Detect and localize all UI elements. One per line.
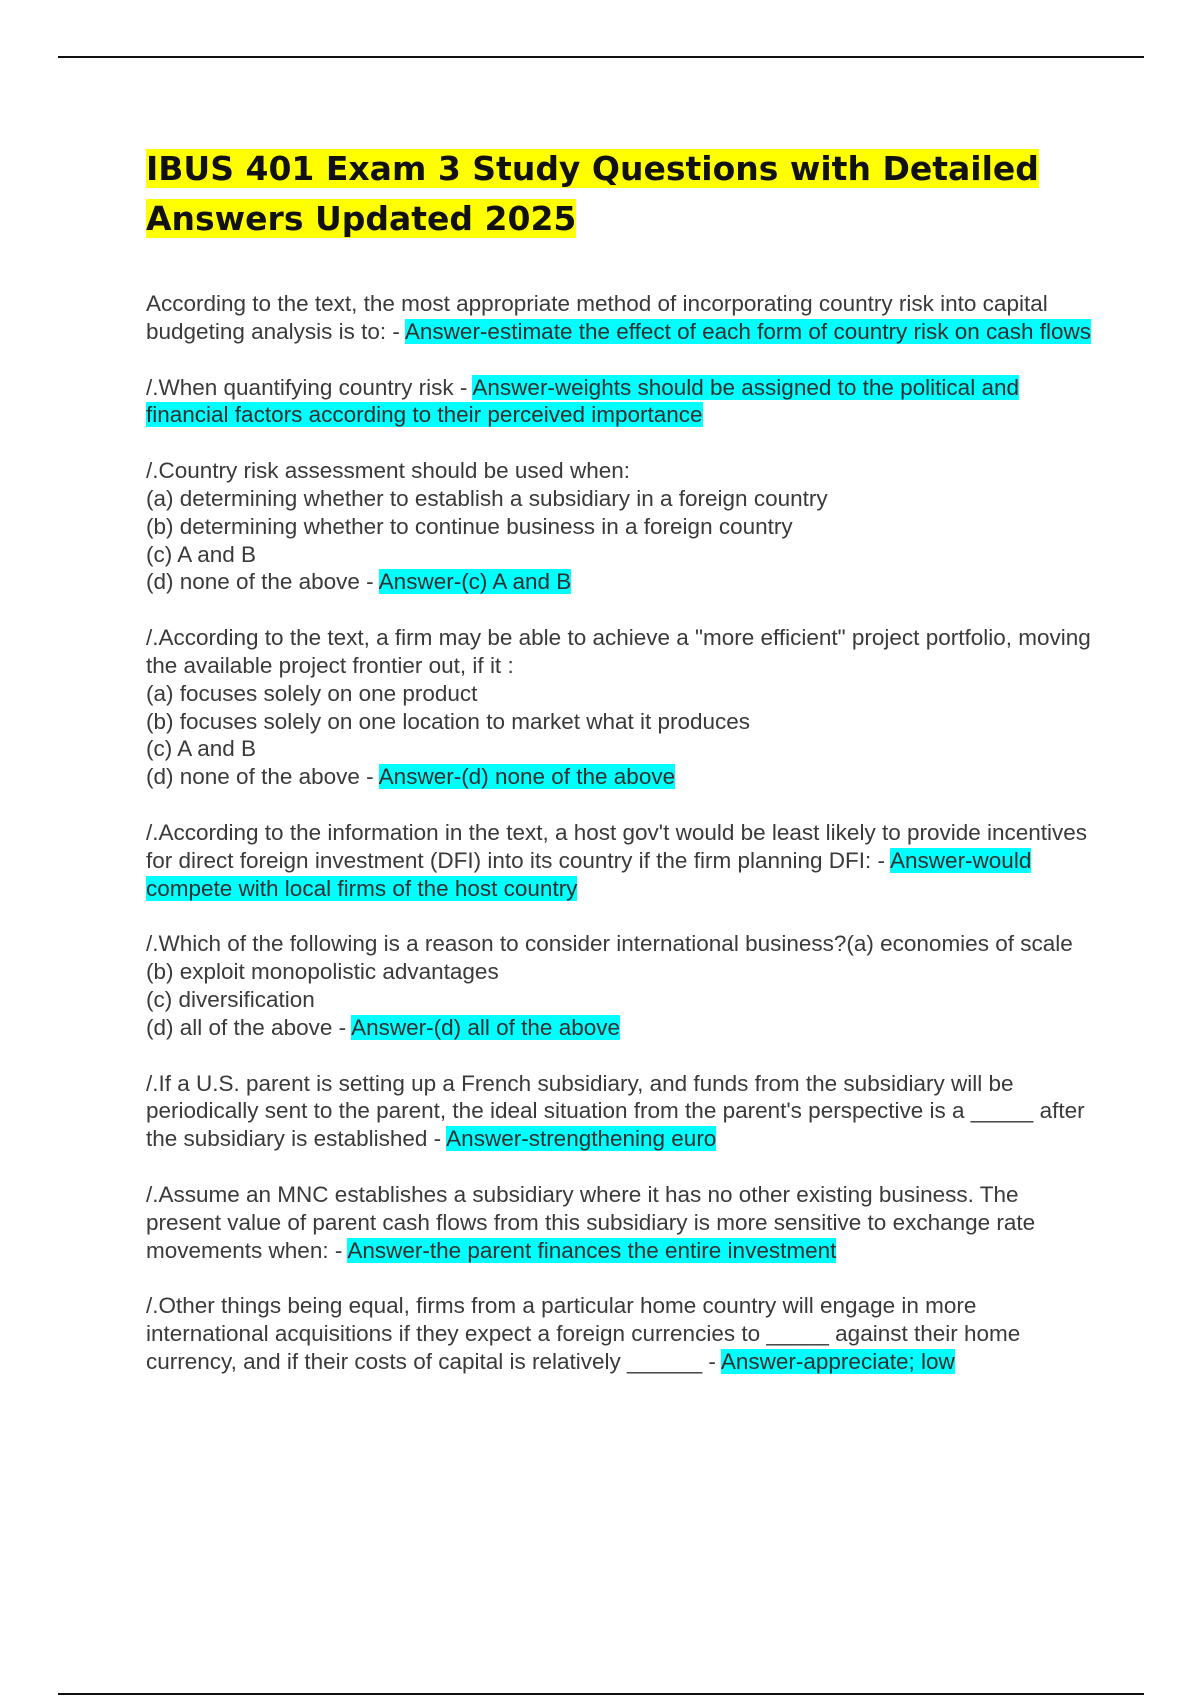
question-text: /.According to the text, a firm may be able to achieve a "more efficient" project portfolio, moving the available project frontier out, if it : xyxy=(146,625,1091,678)
question-text: /.When quantifying country risk - xyxy=(146,374,473,400)
question-text: /.According to the information in the text, a host gov't would be least likely to provide incentives for direct foreign investment (DFI) into its country if the firm planning DFI: - xyxy=(146,819,1088,873)
question-text: /.Which of the following is a reason to consider international business?(a) economies of scale xyxy=(146,931,1073,957)
question-text: According to the text, the most appropriate method of incorporating country risk into capital budgeting analysis is to: - xyxy=(146,291,1048,344)
answer-highlight: Answer-appreciate; low xyxy=(720,1348,955,1374)
top-rule xyxy=(58,56,1144,58)
option-text: (b) focuses solely on one location to market what it produces xyxy=(146,708,751,734)
option-text: (c) diversification xyxy=(146,986,315,1012)
option-line xyxy=(146,763,1096,791)
page-content xyxy=(146,144,1096,1404)
answer-highlight: Answer-the parent finances the entire investment xyxy=(347,1237,837,1263)
option-text: (d) none of the above - xyxy=(146,764,379,790)
qa-item xyxy=(146,290,1096,346)
qa-item xyxy=(146,374,1096,430)
answer-highlight: Answer-estimate the effect of each form of country risk on cash flows xyxy=(404,318,1092,344)
option-text: (a) focuses solely on one product xyxy=(146,680,478,706)
answer-highlight: Answer-would compete with local firms of the host country xyxy=(146,847,1032,901)
qa-item xyxy=(146,930,1096,1041)
qa-item xyxy=(146,1181,1096,1264)
qa-list xyxy=(146,290,1096,1376)
option-text: (b) exploit monopolistic advantages xyxy=(146,959,499,985)
qa-item xyxy=(146,819,1096,902)
qa-item xyxy=(146,457,1096,596)
qa-item xyxy=(146,624,1096,791)
option-line xyxy=(146,568,1096,596)
option-text: (d) all of the above - xyxy=(146,1014,352,1040)
answer-highlight: Answer-(d) all of the above xyxy=(351,1014,621,1040)
option-line xyxy=(146,1014,1096,1042)
document-title xyxy=(146,144,1046,244)
answer-highlight: Answer-strengthening euro xyxy=(446,1126,717,1152)
option-text: (c) A and B xyxy=(146,736,257,762)
question-text: /.If a U.S. parent is setting up a French subsidiary, and funds from the subsidiary will be periodically sent to the parent, the ideal situation from the parent's perspective is a _____ after the subsidiary is established - xyxy=(146,1070,1085,1152)
option-text: (d) none of the above - xyxy=(146,569,379,595)
bottom-rule xyxy=(58,1693,1144,1695)
qa-item xyxy=(146,1292,1096,1375)
option-text: (b) determining whether to continue business in a foreign country xyxy=(146,513,793,539)
question-text: /.Assume an MNC establishes a subsidiary where it has no other existing business. The present value of parent cash flows from this subsidiary is more sensitive to exchange rate movements when: - xyxy=(146,1181,1036,1263)
option-text: (c) A and B xyxy=(146,541,257,567)
option-text: (a) determining whether to establish a subsidiary in a foreign country xyxy=(146,485,828,511)
question-text: /.Other things being equal, firms from a particular home country will engage in more international acquisitions if they expect a foreign currencies to _____ against their home currency, and if their costs of capital is relatively ______ - xyxy=(146,1293,1021,1374)
question-text: /.Country risk assessment should be used when: xyxy=(146,458,630,484)
qa-item xyxy=(146,1070,1096,1153)
answer-highlight: Answer-(c) A and B xyxy=(378,569,572,595)
document-title-highlight: IBUS 401 Exam 3 Study Questions with Detailed Answers Updated 2025 xyxy=(146,149,1039,238)
answer-highlight: Answer-(d) none of the above xyxy=(378,764,676,790)
answer-highlight: Answer-weights should be assigned to the political and financial factors according to their perceived importance xyxy=(146,374,1019,428)
